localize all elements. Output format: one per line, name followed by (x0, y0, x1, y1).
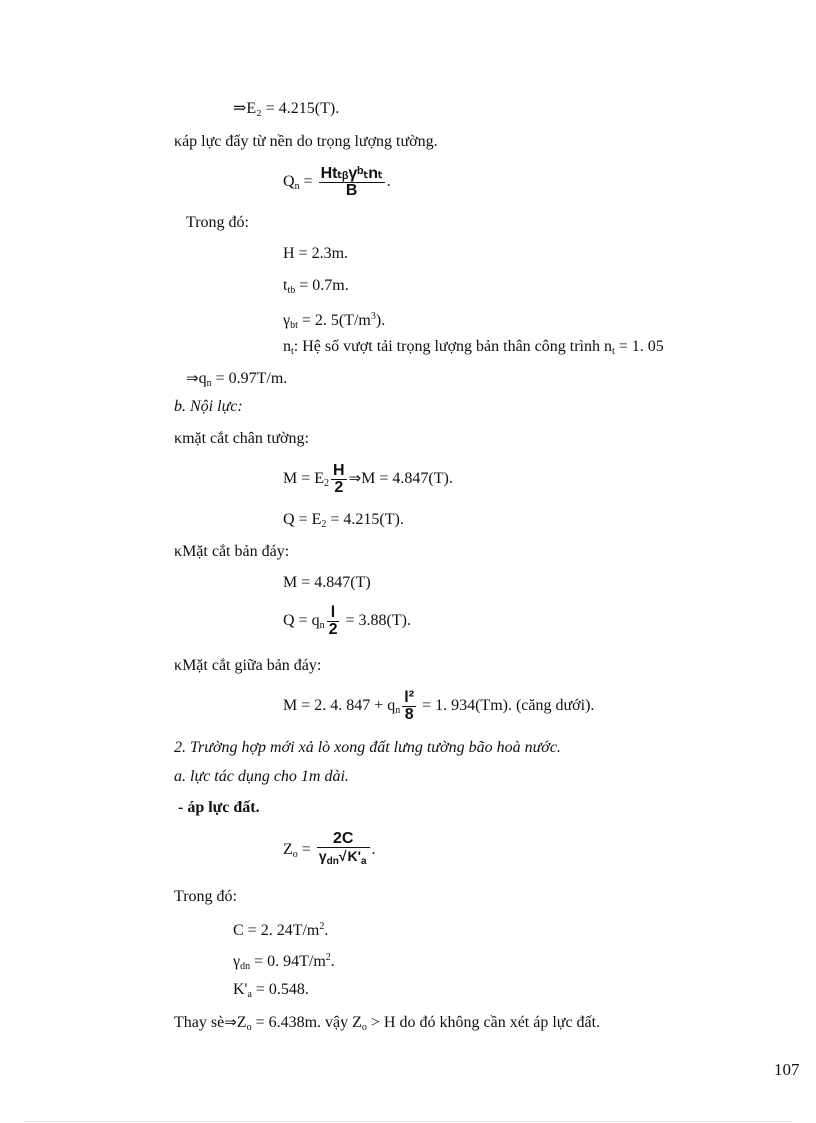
heading-mid-slab-section: κMặt cắt giữa bản đáy: (174, 657, 322, 674)
fraction-h-over-2: $\frac{H}{2}$ (333, 461, 345, 496)
subsection-forces-per-meter: a. lực tác dụng cho 1m dài. (174, 768, 349, 785)
implies-arrow-icon: ⇒ (348, 469, 362, 487)
conclusion-zo: Thay $sè\Rightarrow Z_o = 6.438m$. vậy $Z_o > H$ do đó không cần xét áp lực đất. (174, 1013, 601, 1033)
fraction-qn: $\frac{\text{Htₜᵦγᵇₜnₜ}}{B}$ (320, 164, 383, 199)
formula-zo: $Z_o$ = $\frac{2C}{\gamma_{dn}√K'_a}$ . (283, 830, 376, 875)
sqrt-icon: √ (338, 847, 347, 864)
fraction-zo: $\frac{2C}{\gamma_{dn}√K'_a}$ (317, 831, 370, 870)
heading-soil-pressure: κáp lực đẩy từ nền do trọng lượng tường. (174, 133, 438, 150)
section-case-2: 2. Trường hợp mới xả lò xong đất lưng tường bão hoà nước. (174, 739, 561, 756)
param-nt: $n_t$: Hệ số vượt tải trọng lượng bản thân công trình $n_t = 1$. 05 (283, 338, 664, 357)
param-ttb: $t_{tb} = 0.7m$. (283, 277, 349, 296)
formula-m-mid-slab: M = 2. 4. $847 + q_n$ $\frac{\text{l²}}{8}$ = 1. 934(Tm). (căng dưới). (283, 688, 595, 723)
formula-q-wall: $Q = E_2 = 4.215(T)$. (283, 511, 404, 530)
page-number: 107 (774, 1060, 800, 1079)
param-h: H = 2.3m. (283, 245, 349, 262)
where-label-1: Trong đó: (186, 214, 249, 231)
param-gamma-bt: $\gamma_{bt} = 2$. $5(T/m^3)$. (283, 311, 386, 331)
section-internal-forces: b. Nội lực: (174, 398, 243, 415)
result-e2 (233, 99, 339, 119)
fraction-l2-over-8: $\frac{\text{l²}}{8}$ (404, 688, 415, 723)
implies-arrow-icon: ⇒ (186, 369, 199, 387)
bullet-soil-pressure: - áp lực đất. (178, 799, 260, 816)
footer-divider (24, 1121, 792, 1122)
result-e2-text: ⇒E₂ = 4.215(T). (233, 100, 340, 117)
fraction-l-over-2: $\frac{l}{2}$ (328, 603, 338, 638)
result-qn: $\Rightarrow q_n = 0.97T/m$. (186, 369, 288, 389)
formula-qn: $Q_n$ = $\frac{\text{Htₜᵦγᵇₜnₜ}}{B}$ . (283, 164, 391, 199)
formula-q-slab: $Q = q_n$ $\frac{l}{2}$ = 3.88(T). (283, 603, 411, 638)
heading-wall-foot-section: κmặt cắt chân tường: (174, 430, 309, 447)
where-label-2: Trong đó: (174, 888, 237, 905)
formula-m-slab: M = 4.847(T) (283, 574, 371, 591)
param-ka: $K'_a = 0.548$. (233, 981, 309, 1000)
formula-m-wall: $M = E_2$ $\frac{H}{2}$ ⇒M = 4.847(T). (283, 461, 453, 496)
param-gamma-dn: $\gamma_{dn} = 0$. $94T/m^2$. (233, 952, 335, 972)
heading-base-slab-section: κMặt cắt bản đáy: (174, 543, 290, 560)
implies-arrow-icon: ⇒ (224, 1013, 237, 1031)
param-c: C = 2. $24T/m^2$. (233, 921, 329, 939)
